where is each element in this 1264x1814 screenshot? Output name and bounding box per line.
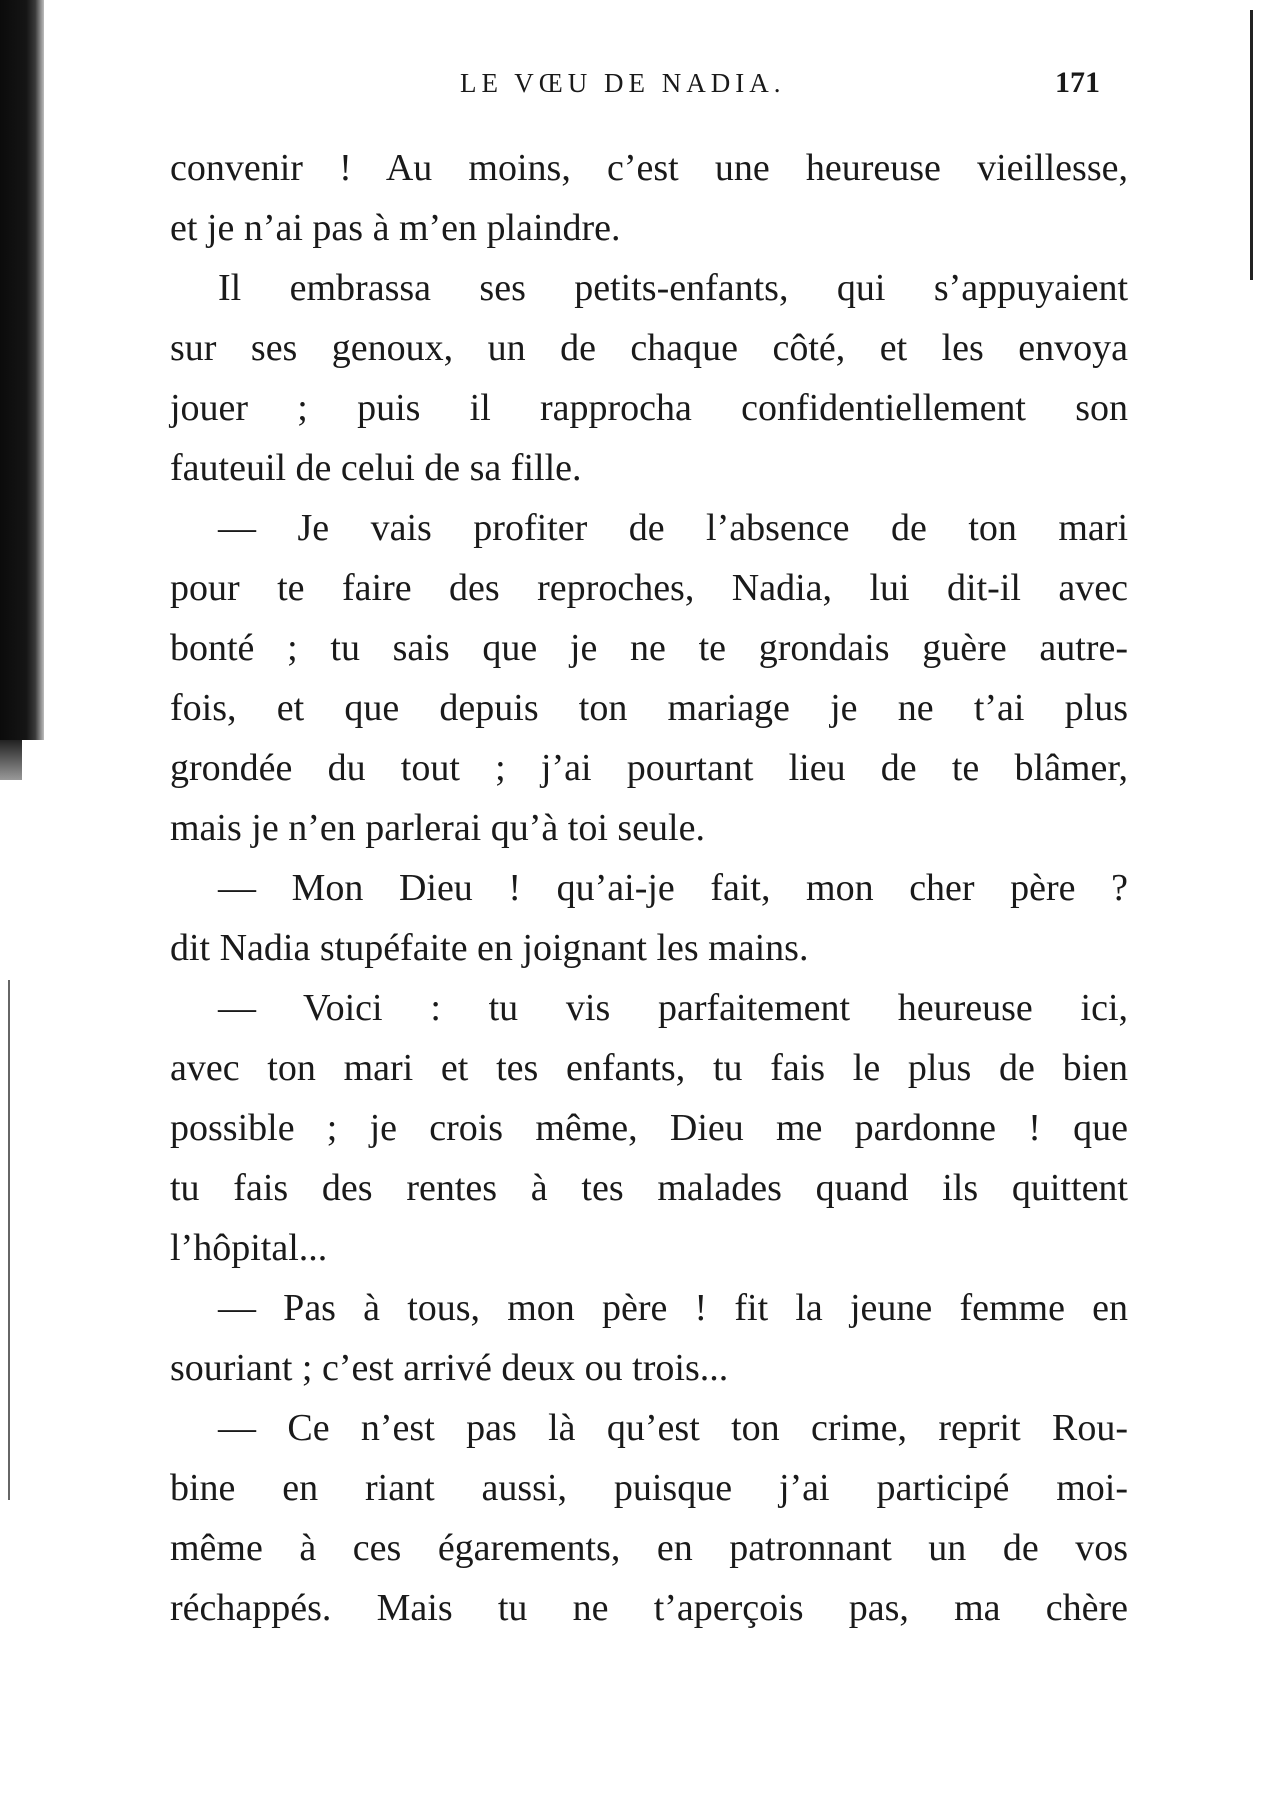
text-line: avec ton mari et tes enfants, tu fais le plus de bien (170, 1047, 1128, 1089)
text-line: fois, et que depuis ton mariage je ne t’ai plus (170, 687, 1128, 729)
text-line: convenir ! Au moins, c’est une heureuse vieillesse, (170, 147, 1128, 189)
text-line: tu fais des rentes à tes malades quand ils quittent (170, 1167, 1128, 1209)
scan-right-edge-line (1250, 10, 1253, 280)
text-line: pour te faire des reproches, Nadia, lui dit-il avec (170, 567, 1128, 609)
text-line: — Mon Dieu ! qu’ai-je fait, mon cher père ? (218, 867, 1128, 909)
text-line: mais je n’en parlerai qu’à toi seule. (170, 807, 705, 849)
text-line: souriant ; c’est arrivé deux ou trois... (170, 1347, 729, 1389)
text-line: bonté ; tu sais que je ne te grondais guère autre- (170, 627, 1128, 669)
scan-left-edge-line (8, 980, 10, 1500)
text-line: — Je vais profiter de l’absence de ton mari (218, 507, 1128, 549)
text-line: l’hôpital... (170, 1227, 328, 1269)
text-line: jouer ; puis il rapprocha confidentiellement son (170, 387, 1128, 429)
text-line: grondée du tout ; j’ai pourtant lieu de te blâmer, (170, 747, 1128, 789)
text-line: — Ce n’est pas là qu’est ton crime, reprit Rou- (218, 1407, 1128, 1449)
page-header (170, 68, 1100, 108)
text-line: Il embrassa ses petits-enfants, qui s’appuyaient (218, 267, 1128, 309)
body-text (170, 138, 1128, 1638)
text-line: et je n’ai pas à m’en plaindre. (170, 207, 621, 249)
text-line: réchappés. Mais tu ne t’aperçois pas, ma chère (170, 1587, 1128, 1629)
text-line: même à ces égarements, en patronnant un de vos (170, 1527, 1128, 1569)
text-line: — Pas à tous, mon père ! fit la jeune femme en (218, 1287, 1128, 1329)
scan-binding-shadow-tail (0, 740, 22, 780)
text-line: possible ; je crois même, Dieu me pardonne ! que (170, 1107, 1128, 1149)
page-number: 171 (1055, 66, 1100, 99)
running-title: LE VŒU DE NADIA. (460, 68, 786, 98)
text-line: bine en riant aussi, puisque j’ai participé moi- (170, 1467, 1128, 1509)
text-line: fauteuil de celui de sa fille. (170, 447, 582, 489)
text-line: — Voici : tu vis parfaitement heureuse ici, (218, 987, 1128, 1029)
scan-binding-shadow (0, 0, 44, 740)
text-line: dit Nadia stupéfaite en joignant les mains. (170, 927, 809, 969)
text-line: sur ses genoux, un de chaque côté, et les envoya (170, 327, 1128, 369)
